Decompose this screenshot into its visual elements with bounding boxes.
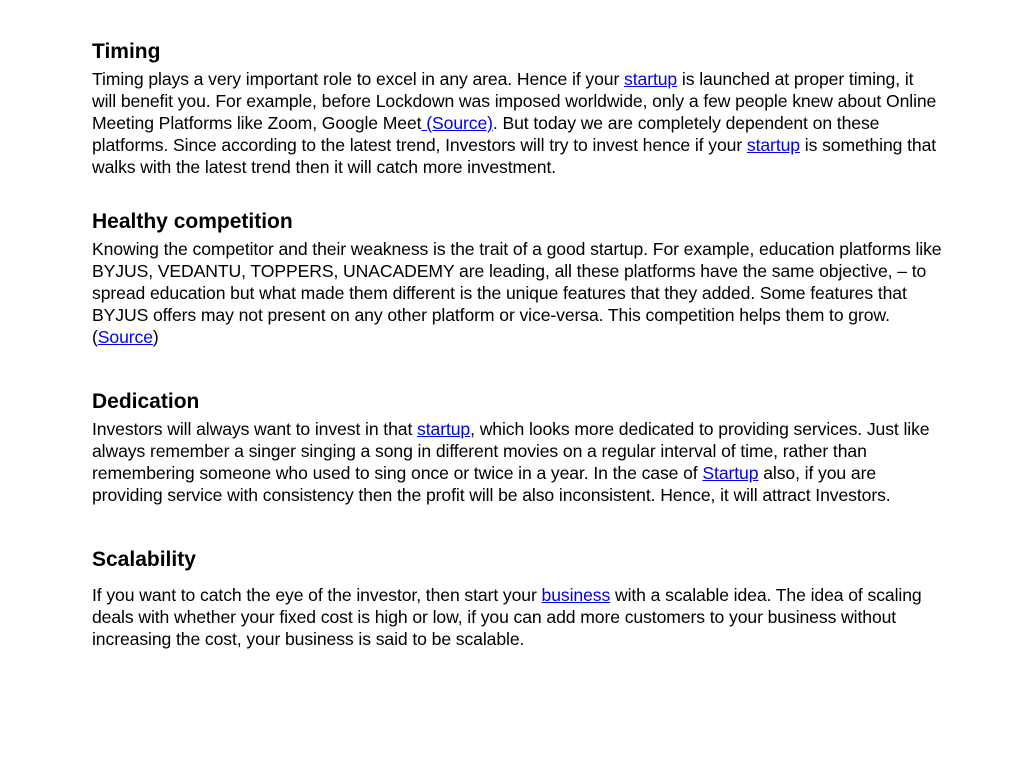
section-title-timing: Timing — [92, 40, 161, 63]
body-text: ) — [152, 327, 159, 347]
source-link[interactable]: (Source) — [421, 113, 493, 133]
startup-link[interactable]: Startup — [702, 463, 759, 483]
startup-link[interactable]: startup — [417, 419, 471, 439]
body-text: If you want to catch the eye of the investor, then start your — [92, 585, 542, 605]
section-title-scalability: Scalability — [92, 548, 196, 571]
section-title-dedication: Dedication — [92, 390, 200, 413]
section-spacer — [92, 348, 942, 388]
business-link[interactable]: business — [541, 585, 611, 605]
body-text: Timing plays a very important role to excel in any area. Hence if your — [92, 69, 625, 89]
body-text: with a scalable idea. The idea of scaling deals with whether your fixed cost is high or low, if you can add more customers to your business without increasing the cost, your business is said to be scalable. — [92, 585, 922, 649]
section-spacer — [92, 178, 942, 208]
section-body-scalability — [92, 584, 942, 650]
section-body-dedication — [92, 418, 942, 506]
source-link[interactable]: Source — [97, 327, 153, 347]
startup-link[interactable]: startup — [746, 135, 800, 155]
slide-content — [92, 38, 942, 650]
startup-link[interactable]: startup — [624, 69, 678, 89]
body-text: is something that walks with the latest trend then it will catch more investment. — [92, 135, 937, 177]
body-text: Knowing the competitor and their weakness is the trait of a good startup. For example, education platforms like BYJUS, VEDANTU, TOPPERS, UNACADEMY are leading, all these platforms have the same objective, – to spread education but what made them different is the unique features that they added. Some features that BYJUS offers may not present on any other platform or vice-versa. This competition helps them to grow. ( — [92, 239, 942, 347]
section-body-healthy-competition — [92, 238, 942, 348]
section-body-timing — [92, 68, 942, 178]
body-text: also, if you are providing service with consistency then the profit will be also inconsistent. Hence, it will attract Investors. — [92, 463, 891, 505]
body-text: . But today we are completely dependent on these platforms. Since according to the latest trend, Investors will try to invest hence if your — [92, 113, 880, 155]
section-spacer — [92, 506, 942, 546]
body-text: is launched at proper timing, it will benefit you. For example, before Lockdown was imposed worldwide, only a few people knew about Online Meeting Platforms like Zoom, Google Meet — [92, 69, 937, 133]
section-title-healthy-competition: Healthy competition — [92, 210, 293, 233]
body-text: Investors will always want to invest in that — [92, 419, 418, 439]
body-text: , which looks more dedicated to providing services. Just like always remember a singer singing a song in different movies on a regular interval of time, rather than remembering someone who used to sing once or twice in a year. In the case of — [92, 419, 930, 483]
